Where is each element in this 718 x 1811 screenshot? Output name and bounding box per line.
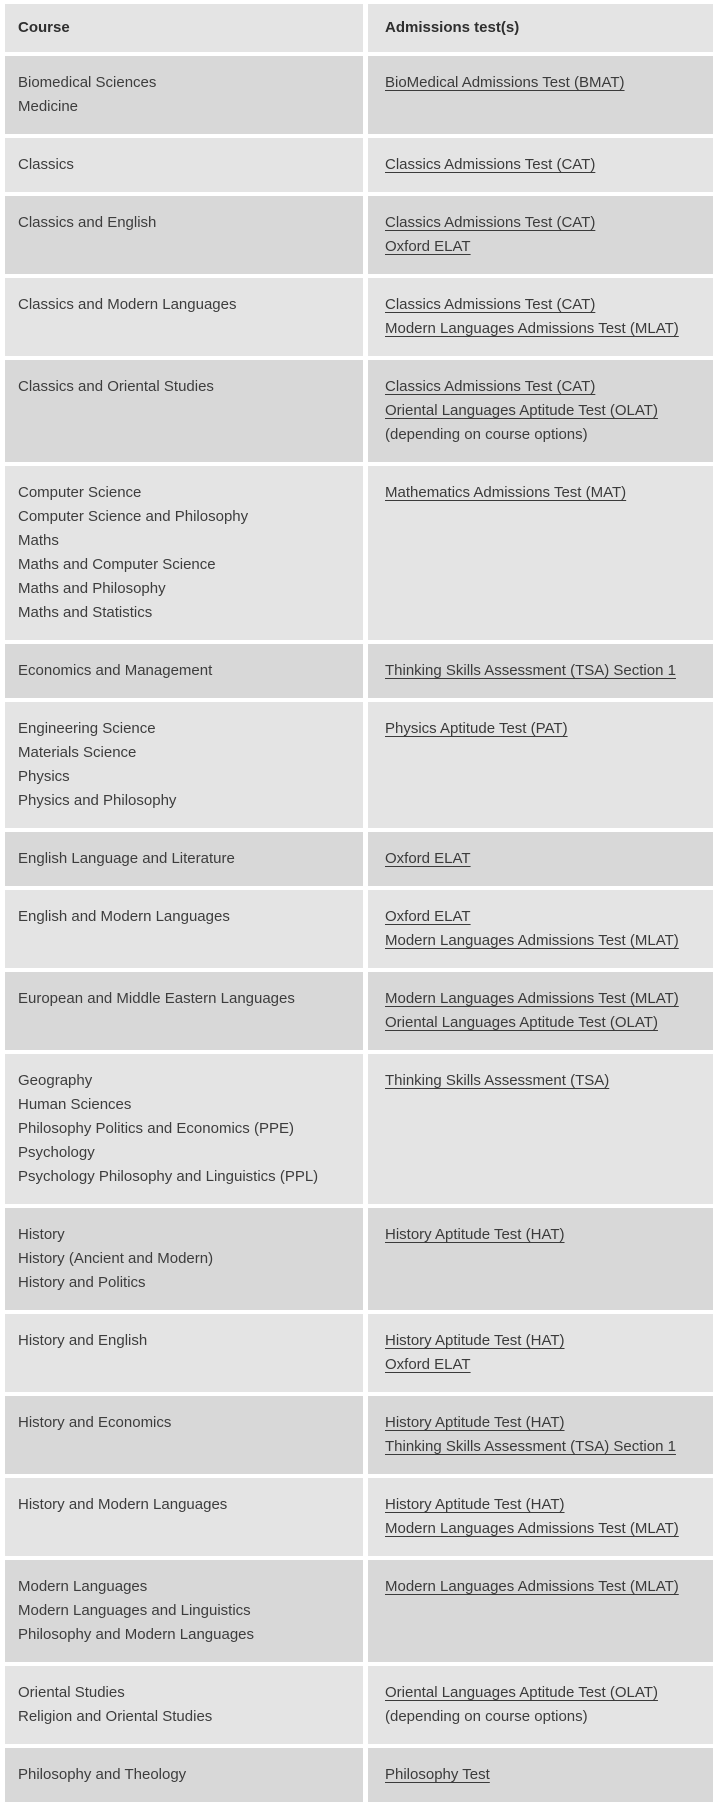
- course-name: European and Middle Eastern Languages: [18, 990, 295, 1007]
- course-name: Medicine: [18, 98, 79, 115]
- course-name: Oriental Studies: [18, 1684, 125, 1701]
- table-row: [5, 360, 713, 462]
- course-name: Computer Science: [18, 484, 142, 501]
- tests-cell: [368, 360, 713, 462]
- table-row: [5, 56, 713, 134]
- table-row: [5, 832, 713, 886]
- table-row: [5, 1748, 713, 1802]
- course-cell: [5, 890, 363, 968]
- course-name: Classics and English: [18, 214, 157, 231]
- course-name: Physics: [18, 768, 70, 785]
- test-note: (depending on course options): [385, 426, 588, 443]
- test-line: [385, 1069, 697, 1093]
- test-line: [385, 659, 697, 683]
- course-name: Philosophy and Theology: [18, 1766, 187, 1783]
- tests-cell: [368, 890, 713, 968]
- test-line: [385, 317, 697, 341]
- admissions-test-link[interactable]: BioMedical Admissions Test (BMAT): [385, 74, 625, 91]
- tests-cell: [368, 702, 713, 828]
- course-name: History and English: [18, 1332, 148, 1349]
- course-cell: [5, 138, 363, 192]
- admissions-test-link[interactable]: Modern Languages Admissions Test (MLAT): [385, 1520, 679, 1537]
- course-cell: [5, 1208, 363, 1310]
- test-line: [385, 1329, 697, 1353]
- table-row: [5, 1314, 713, 1392]
- course-cell: [5, 1314, 363, 1392]
- course-name: Philosophy and Modern Languages: [18, 1626, 255, 1643]
- admissions-test-link[interactable]: Mathematics Admissions Test (MAT): [385, 484, 627, 501]
- course-name: Religion and Oriental Studies: [18, 1708, 213, 1725]
- test-line: [385, 987, 697, 1011]
- test-line: [385, 847, 697, 871]
- tests-cell: [368, 56, 713, 134]
- test-line: [385, 1011, 697, 1035]
- test-line: [385, 929, 697, 953]
- test-line: [385, 481, 697, 505]
- admissions-test-link[interactable]: Physics Aptitude Test (PAT): [385, 720, 568, 737]
- test-line: [385, 1435, 697, 1459]
- admissions-test-link[interactable]: Modern Languages Admissions Test (MLAT): [385, 320, 679, 337]
- tests-cell: [368, 972, 713, 1050]
- course-cell: [5, 972, 363, 1050]
- course-name: English and Modern Languages: [18, 908, 230, 925]
- course-name: History (Ancient and Modern): [18, 1250, 214, 1267]
- admissions-test-link[interactable]: Modern Languages Admissions Test (MLAT): [385, 1578, 679, 1595]
- admissions-test-link[interactable]: History Aptitude Test (HAT): [385, 1332, 565, 1349]
- course-name: Human Sciences: [18, 1096, 132, 1113]
- admissions-test-link[interactable]: Thinking Skills Assessment (TSA) Section 1: [385, 662, 676, 679]
- test-line: [385, 375, 697, 399]
- admissions-test-link[interactable]: Modern Languages Admissions Test (MLAT): [385, 932, 679, 949]
- admissions-test-link[interactable]: Classics Admissions Test (CAT): [385, 296, 596, 313]
- table-row: [5, 1478, 713, 1556]
- table-row: [5, 890, 713, 968]
- test-line: [385, 1681, 697, 1705]
- table-header-row: [5, 4, 713, 52]
- admissions-test-link[interactable]: Thinking Skills Assessment (TSA) Section 1: [385, 1438, 676, 1455]
- admissions-test-link[interactable]: History Aptitude Test (HAT): [385, 1496, 565, 1513]
- test-line: [385, 153, 697, 177]
- table-row: [5, 1666, 713, 1744]
- table-row: [5, 1208, 713, 1310]
- course-name: Economics and Management: [18, 662, 213, 679]
- admissions-test-link[interactable]: Modern Languages Admissions Test (MLAT): [385, 990, 679, 1007]
- test-line: [385, 235, 697, 259]
- admissions-test-link[interactable]: History Aptitude Test (HAT): [385, 1226, 565, 1243]
- tests-cell: [368, 1478, 713, 1556]
- course-name: Psychology Philosophy and Linguistics (PPL): [18, 1168, 319, 1185]
- column-header-tests: Admissions test(s): [368, 4, 713, 52]
- test-line: [385, 1353, 697, 1377]
- test-line: [385, 905, 697, 929]
- course-name: Classics and Oriental Studies: [18, 378, 214, 395]
- course-name: Biomedical Sciences: [18, 74, 157, 91]
- admissions-test-link[interactable]: Oriental Languages Aptitude Test (OLAT): [385, 1014, 658, 1031]
- tests-cell: [368, 138, 713, 192]
- tests-cell: [368, 1396, 713, 1474]
- tests-cell: [368, 196, 713, 274]
- course-name: Engineering Science: [18, 720, 156, 737]
- tests-cell: [368, 1208, 713, 1310]
- course-cell: [5, 832, 363, 886]
- admissions-test-link[interactable]: Philosophy Test: [385, 1766, 490, 1783]
- table-row: [5, 1054, 713, 1204]
- course-cell: [5, 1478, 363, 1556]
- test-line: [385, 1517, 697, 1541]
- tests-cell: [368, 278, 713, 356]
- course-name: Modern Languages: [18, 1578, 148, 1595]
- admissions-test-link[interactable]: Classics Admissions Test (CAT): [385, 214, 596, 231]
- admissions-test-link[interactable]: Oriental Languages Aptitude Test (OLAT): [385, 1684, 658, 1701]
- course-cell: [5, 1748, 363, 1802]
- course-name: English Language and Literature: [18, 850, 235, 867]
- course-name: History and Modern Languages: [18, 1496, 228, 1513]
- course-cell: [5, 466, 363, 640]
- course-name: Psychology: [18, 1144, 95, 1161]
- course-cell: [5, 702, 363, 828]
- course-name: History and Economics: [18, 1414, 172, 1431]
- course-name: Maths and Philosophy: [18, 580, 166, 597]
- course-name: Maths and Computer Science: [18, 556, 216, 573]
- course-cell: [5, 278, 363, 356]
- test-note: (depending on course options): [385, 1708, 588, 1725]
- course-name: Classics and Modern Languages: [18, 296, 237, 313]
- test-line: [385, 1411, 697, 1435]
- course-name: Materials Science: [18, 744, 137, 761]
- test-line: [385, 1763, 697, 1787]
- tests-cell: [368, 1560, 713, 1662]
- admissions-test-link[interactable]: Oxford ELAT: [385, 908, 471, 925]
- course-cell: [5, 1396, 363, 1474]
- tests-cell: [368, 1314, 713, 1392]
- test-line: [385, 1493, 697, 1517]
- course-name: History and Politics: [18, 1274, 146, 1291]
- course-cell: [5, 360, 363, 462]
- admissions-test-link[interactable]: History Aptitude Test (HAT): [385, 1414, 565, 1431]
- test-line: [385, 1223, 697, 1247]
- table-row: [5, 644, 713, 698]
- test-line: [385, 211, 697, 235]
- course-cell: [5, 56, 363, 134]
- course-cell: [5, 1560, 363, 1662]
- table-row: [5, 702, 713, 828]
- test-line: [385, 293, 697, 317]
- admissions-test-link[interactable]: Classics Admissions Test (CAT): [385, 156, 596, 173]
- course-cell: [5, 644, 363, 698]
- tests-cell: [368, 1054, 713, 1204]
- course-cell: [5, 1666, 363, 1744]
- course-cell: [5, 1054, 363, 1204]
- admissions-test-link[interactable]: Oxford ELAT: [385, 1356, 471, 1373]
- table-row: [5, 1396, 713, 1474]
- tests-cell: [368, 644, 713, 698]
- admissions-test-link[interactable]: Oriental Languages Aptitude Test (OLAT): [385, 402, 658, 419]
- course-name: Maths and Statistics: [18, 604, 153, 621]
- admissions-test-link[interactable]: Classics Admissions Test (CAT): [385, 378, 596, 395]
- test-line: [385, 1575, 697, 1599]
- column-header-course: Course: [5, 4, 363, 52]
- admissions-test-link[interactable]: Oxford ELAT: [385, 850, 471, 867]
- table-row: [5, 972, 713, 1050]
- course-name: Maths: [18, 532, 59, 549]
- course-name: Classics: [18, 156, 74, 173]
- course-name: Geography: [18, 1072, 93, 1089]
- tests-cell: [368, 1666, 713, 1744]
- tests-cell: [368, 832, 713, 886]
- course-cell: [5, 196, 363, 274]
- test-line: [385, 71, 697, 95]
- table-row: [5, 138, 713, 192]
- course-name: Physics and Philosophy: [18, 792, 177, 809]
- admissions-test-link[interactable]: Thinking Skills Assessment (TSA): [385, 1072, 610, 1089]
- table-row: [5, 196, 713, 274]
- course-name: History: [18, 1226, 65, 1243]
- course-name: Computer Science and Philosophy: [18, 508, 249, 525]
- test-line: [385, 717, 697, 741]
- admissions-test-link[interactable]: Oxford ELAT: [385, 238, 471, 255]
- tests-cell: [368, 466, 713, 640]
- tests-cell: [368, 1748, 713, 1802]
- test-line: [385, 399, 697, 423]
- course-name: Philosophy Politics and Economics (PPE): [18, 1120, 294, 1137]
- table-row: [5, 466, 713, 640]
- course-name: Modern Languages and Linguistics: [18, 1602, 251, 1619]
- table-row: [5, 1560, 713, 1662]
- table-row: [5, 278, 713, 356]
